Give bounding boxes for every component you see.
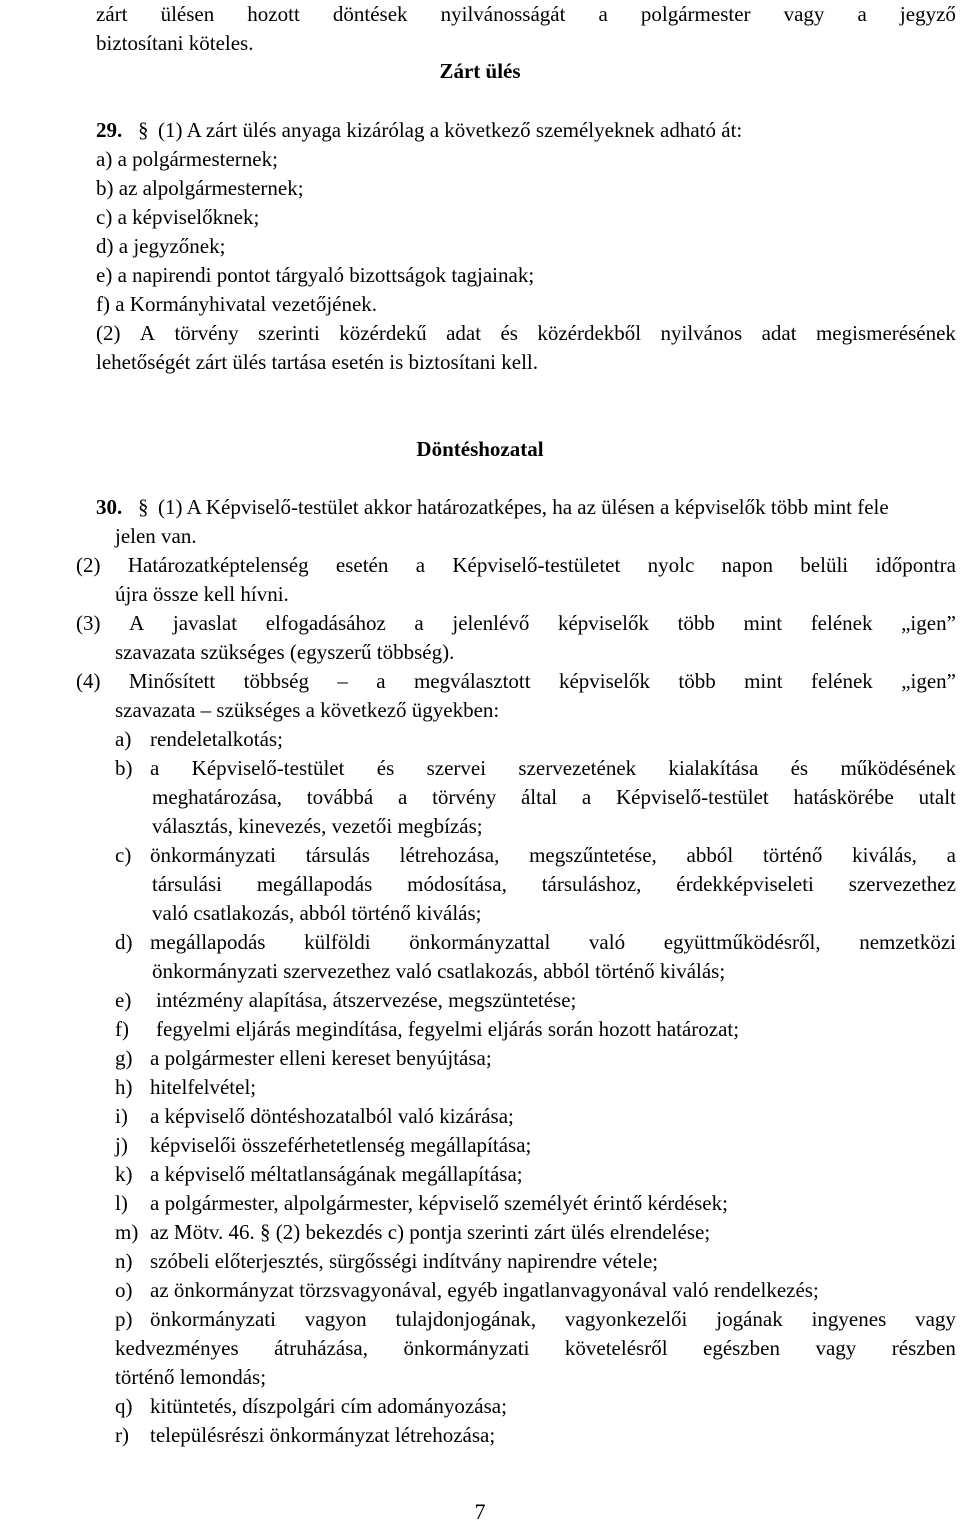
word: ingyenes (811, 1307, 887, 1331)
word: megállapodás (150, 930, 266, 954)
item-b-line3: választás, kinevezés, vezetői megbízás; (152, 814, 483, 838)
word: nyolc (647, 553, 695, 577)
word: ülésen (160, 2, 215, 26)
word: többség (243, 669, 309, 693)
item-letter: e) (115, 988, 132, 1012)
word: több (678, 669, 716, 693)
word: utalt (918, 785, 956, 809)
word: több (677, 611, 715, 635)
item-letter: h) (115, 1075, 133, 1099)
item-letter: p) (115, 1307, 133, 1331)
para-30-2-line2: újra össze kell hívni. (115, 582, 289, 606)
item-letter: i) (115, 1104, 128, 1128)
word: (2) (96, 321, 121, 345)
item-b-line2 (152, 783, 956, 812)
item-text: az Mötv. 46. § (2) bekezdés c) pontja szerinti zárt ülés elrendelése; (150, 1220, 711, 1244)
word: a (150, 756, 160, 780)
word: és (376, 756, 395, 780)
item-letter: l) (115, 1191, 128, 1215)
item-text: szóbeli előterjesztés, sürgősségi indítvány napirendre vétele; (150, 1249, 659, 1273)
word: döntések (332, 2, 408, 26)
list-item: d) a jegyzőnek; (96, 234, 226, 258)
list-item: c) a képviselőknek; (96, 205, 260, 229)
word: önkormányzati (403, 1336, 530, 1360)
item-letter: f) (115, 1017, 129, 1041)
word: működésének (840, 756, 956, 780)
word: szervei (426, 756, 487, 780)
word: elfogadásához (265, 611, 386, 635)
paragraph-symbol: § (138, 118, 149, 142)
word: együttműködésről, (663, 930, 821, 954)
word: és (500, 321, 518, 345)
item-text: rendeletalkotás; (150, 727, 283, 751)
word: meghatározása, (152, 785, 283, 809)
word: által (520, 785, 558, 809)
item-c-line1 (150, 841, 956, 870)
item-text: településrészi önkormányzat létrehozása; (150, 1423, 496, 1447)
word: szervezethez (848, 872, 956, 896)
word: nyilvánosságát (440, 2, 566, 26)
para-30-2-line1 (76, 551, 956, 580)
item-letter: o) (115, 1278, 133, 1302)
word: és (790, 756, 809, 780)
word: „igen” (901, 669, 956, 693)
item-text: kitüntetés, díszpolgári cím adományozása; (150, 1394, 507, 1418)
word: közérdekből (537, 321, 642, 345)
word: külföldi (304, 930, 371, 954)
page-number: 7 (474, 1499, 486, 1524)
item-text: az önkormányzat törzsvagyonával, egyéb ingatlanvagyonával való rendelkezés; (150, 1278, 819, 1302)
para-29-2-line2: lehetőségét zárt ülés tartása esetén is biztosítani kell. (96, 350, 539, 374)
word: a (415, 553, 426, 577)
word: (2) (76, 553, 101, 577)
word: szerinti (258, 321, 320, 345)
item-c-line2 (152, 870, 956, 899)
list-item: e) a napirendi pontot tárgyaló bizottságok tagjainak; (96, 263, 535, 287)
item-p-line3: történő lemondás; (115, 1365, 267, 1389)
item-d-line2: önkormányzati szervezethez való csatlakozás, abból történő kiválás; (152, 959, 726, 983)
item-text: intézmény alapítása, átszervezése, megszüntetése; (156, 988, 577, 1012)
item-letter: j) (115, 1133, 128, 1157)
item-letter: m) (115, 1220, 139, 1244)
word: továbbá (306, 785, 374, 809)
paragraph-symbol: § (138, 495, 149, 519)
word: megismerésének (815, 321, 956, 345)
item-text: képviselői összeférhetetlenség megállapítása; (150, 1133, 532, 1157)
word: önkormányzati (150, 843, 276, 867)
word: a (376, 669, 386, 693)
word: „igen” (901, 611, 956, 635)
word: a (946, 843, 956, 867)
word: részben (891, 1336, 956, 1360)
word: társulás (305, 843, 370, 867)
word: hozott (247, 2, 300, 26)
word: átruházása, (274, 1336, 368, 1360)
word: javaslat (172, 611, 238, 635)
word: vagyon (304, 1307, 367, 1331)
word: történő (762, 843, 823, 867)
para-30-3-line1 (76, 609, 956, 638)
para-30-4-line2: szavazata – szükséges a következő ügyekben: (115, 698, 500, 722)
word: vagy (783, 2, 825, 26)
word: képviselők (558, 669, 650, 693)
word: törvény (432, 785, 497, 809)
word: Minősített (128, 669, 216, 693)
word: törvény (174, 321, 239, 345)
list-item: f) a Kormányhivatal vezetőjének. (96, 292, 378, 316)
para-30-1-line2: jelen van. (115, 524, 197, 548)
word: követelésről (564, 1336, 668, 1360)
word: kiválás, (852, 843, 917, 867)
word: – (337, 669, 348, 693)
word: jelenlévő (452, 611, 530, 635)
item-letter: b) (115, 756, 133, 780)
item-letter: c) (115, 843, 132, 867)
word: vagy (915, 1307, 956, 1331)
list-item: b) az alpolgármesternek; (96, 176, 304, 200)
section-heading-zart-ules: Zárt ülés (439, 59, 521, 83)
word: képviselők (557, 611, 649, 635)
section-number-29: 29. (96, 118, 123, 142)
item-letter: r) (115, 1423, 129, 1447)
word: mint (743, 611, 783, 635)
word: hatáskörébe (793, 785, 894, 809)
item-letter: n) (115, 1249, 133, 1273)
item-text: a polgármester elleni kereset benyújtása; (150, 1046, 492, 1070)
word: jogának (716, 1307, 783, 1331)
word: megválasztott (413, 669, 531, 693)
section-heading-donteshozatal: Döntéshozatal (416, 437, 544, 461)
word: időpontra (875, 553, 956, 577)
word: felének (810, 611, 873, 635)
word: való (588, 930, 626, 954)
item-b-line1 (150, 754, 956, 783)
list-item: a) a polgármesternek; (96, 147, 278, 171)
item-d-line1 (150, 928, 956, 957)
word: (4) (76, 669, 101, 693)
word: Képviselő-testület (615, 785, 769, 809)
word: vagyonkezelői (564, 1307, 688, 1331)
word: A (129, 611, 145, 635)
para-30-3-line2: szavazata szükséges (egyszerű többség). (115, 640, 455, 664)
word: felének (811, 669, 873, 693)
word: belüli (800, 553, 849, 577)
word: társuláshoz, (541, 872, 642, 896)
word: mint (744, 669, 783, 693)
word: napon (721, 553, 773, 577)
word: Képviselő-testületet (452, 553, 621, 577)
word: önkormányzati (150, 1307, 276, 1331)
word: Képviselő-testület (191, 756, 345, 780)
word: a (398, 785, 408, 809)
word: polgármester (640, 2, 751, 26)
word: a (581, 785, 592, 809)
word: egészben (703, 1336, 780, 1360)
word: tulajdonjogának, (395, 1307, 537, 1331)
para-30-4-line1 (76, 667, 956, 696)
item-text: fegyelmi eljárás megindítása, fegyelmi eljárás során hozott határozat; (156, 1017, 740, 1041)
para-30-1-line1: (1) A Képviselő-testület akkor határozatképes, ha az ülésen a képviselők több mint fele (158, 495, 889, 519)
word: társulási (152, 872, 222, 896)
word: zárt (96, 2, 128, 26)
section-number-30: 30. (96, 495, 123, 519)
item-text: a polgármester, alpolgármester, képviselő személyét érintő kérdések; (150, 1191, 728, 1215)
word: a (598, 2, 608, 26)
word: érdekképviseleti (676, 872, 814, 896)
word: megállapodás (256, 872, 373, 896)
item-c-line3: való csatlakozás, abból történő kiválás; (152, 901, 482, 925)
item-letter: d) (115, 930, 133, 954)
word: adat (761, 321, 797, 345)
word: közérdekű (339, 321, 427, 345)
word: adat (446, 321, 482, 345)
word: vagy (815, 1336, 857, 1360)
word: jegyző (899, 2, 956, 26)
word: nemzetközi (859, 930, 956, 954)
word: a (414, 611, 424, 635)
item-p-line1 (150, 1305, 956, 1334)
word: esetén (335, 553, 389, 577)
para-29-1-intro: (1) A zárt ülés anyaga kizárólag a következő személyeknek adható át: (158, 118, 743, 142)
item-text: a képviselő döntéshozatalból való kizárása; (150, 1104, 514, 1128)
item-text: a képviselő méltatlanságának megállapítása; (150, 1162, 523, 1186)
word: szervezetének (518, 756, 637, 780)
word: a (857, 2, 867, 26)
item-p-line2 (115, 1334, 956, 1363)
word: (3) (76, 611, 101, 635)
word: kialakítása (668, 756, 759, 780)
word: létrehozása, (399, 843, 500, 867)
word: Határozatképtelenség (127, 553, 309, 577)
top-justified-line (96, 0, 956, 29)
word: módosítása, (407, 872, 507, 896)
item-letter: a) (115, 727, 132, 751)
item-letter: k) (115, 1162, 133, 1186)
item-letter: q) (115, 1394, 133, 1418)
item-letter: g) (115, 1046, 133, 1070)
word: önkormányzattal (409, 930, 551, 954)
item-text: hitelfelvétel; (150, 1075, 257, 1099)
word: abból (686, 843, 734, 867)
word: megszűntetése, (529, 843, 657, 867)
para-29-2-line1 (96, 319, 956, 348)
word: A (139, 321, 156, 345)
word: nyilvános (660, 321, 743, 345)
word: kedvezményes (115, 1336, 239, 1360)
top-line-2: biztosítani köteles. (96, 31, 254, 55)
